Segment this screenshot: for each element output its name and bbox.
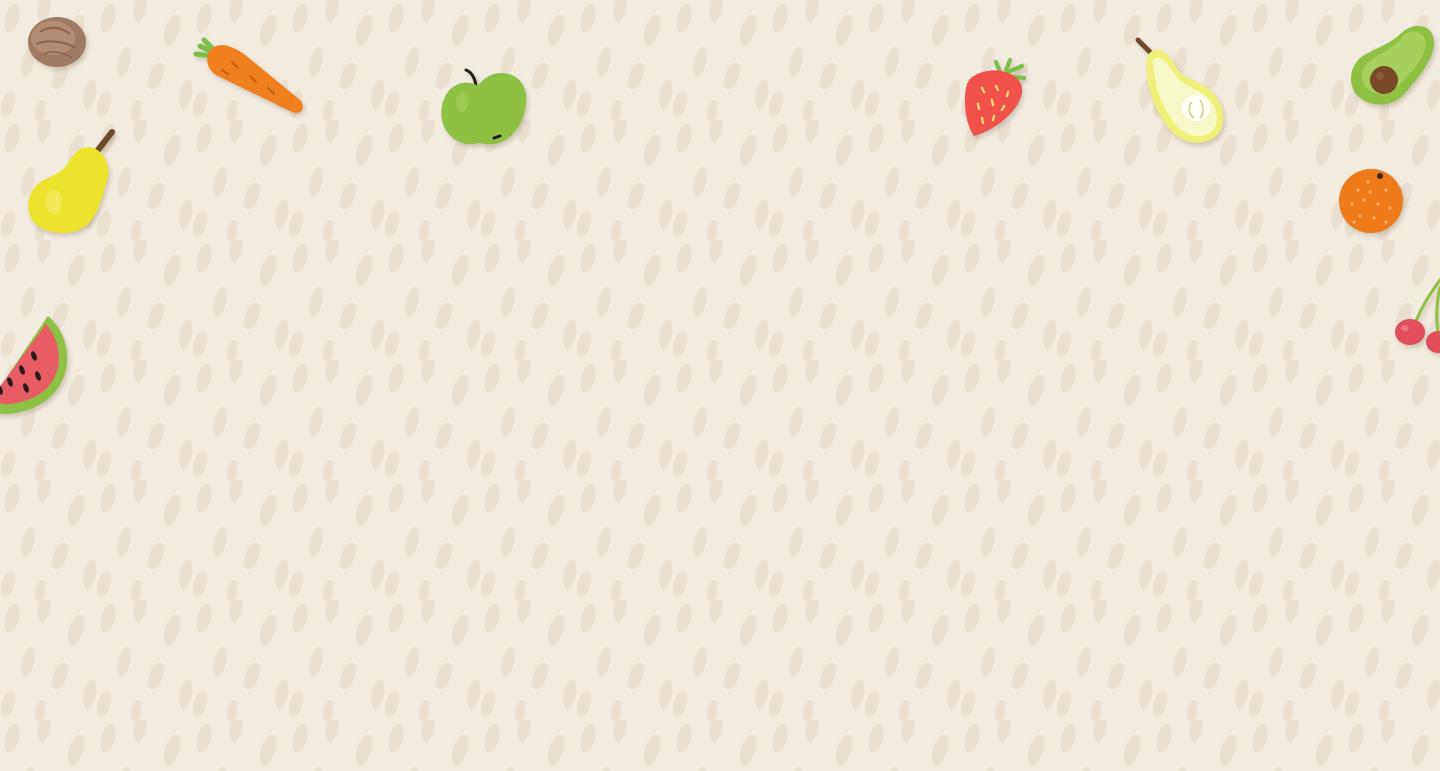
green-apple-icon <box>438 66 530 148</box>
orange-icon <box>1336 166 1406 236</box>
avocado-icon <box>1348 22 1438 110</box>
walnut-icon <box>26 14 88 70</box>
strawberry-icon <box>962 58 1028 140</box>
watermelon-slice-icon <box>0 312 78 418</box>
carrot-icon <box>192 36 308 118</box>
cherries-icon <box>1392 270 1440 360</box>
halved-pear-icon <box>1132 36 1232 146</box>
yellow-pear-icon <box>24 128 124 238</box>
